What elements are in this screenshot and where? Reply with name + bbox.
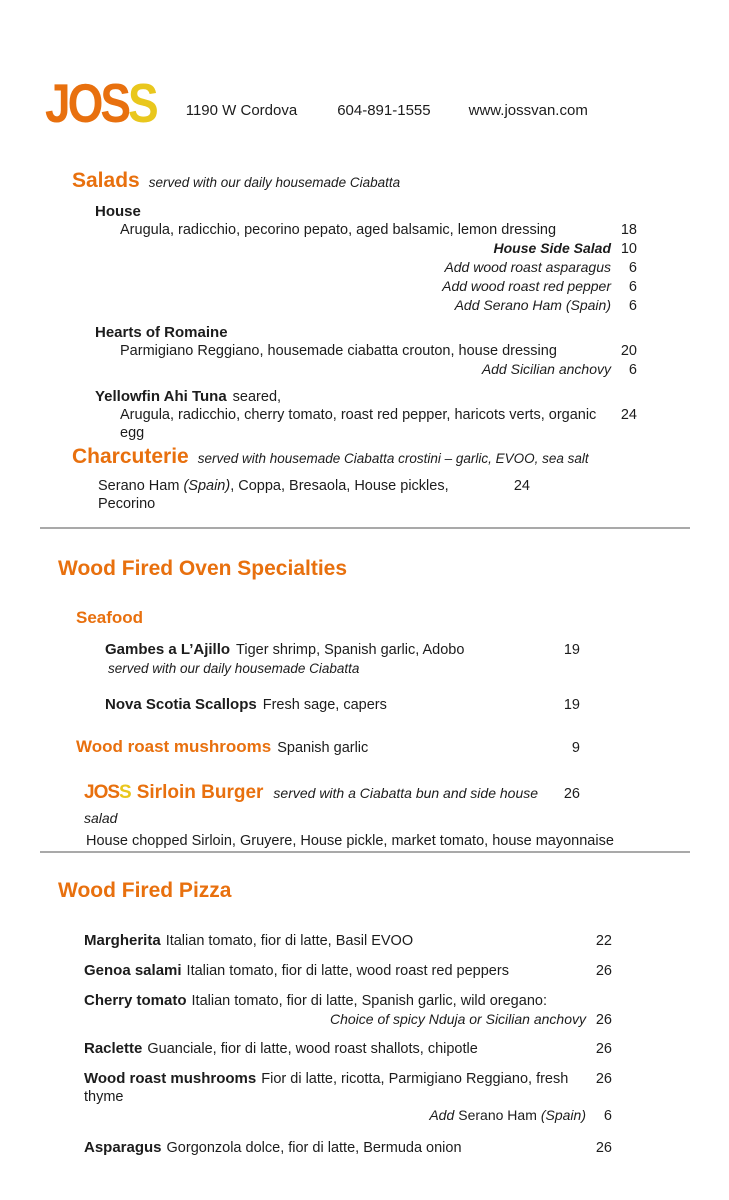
item-scallops-text [105, 695, 387, 714]
item-genoa-name: Genoa salami [84, 962, 182, 979]
item-burger-desc: House chopped Sirloin, Gruyere, House pickle, market tomato, house mayonnaise [86, 833, 614, 849]
item-oven-mushrooms-row [0, 736, 729, 759]
divider-bottom [40, 851, 690, 853]
house-side-salad-label: House Side Salad [493, 240, 611, 256]
logo-letter-yellow: S [128, 72, 156, 134]
charcuterie-item-name: Serano Ham [98, 478, 180, 494]
burger-brand-yellow: S [119, 782, 131, 803]
pizza-addon-serano-row [0, 1106, 729, 1125]
addon-serano-ham-label: Add Serano Ham (Spain) [454, 297, 611, 313]
item-house-price: 18 [620, 222, 637, 238]
addon-red-pepper-price: 6 [628, 279, 637, 295]
item-margherita-row [0, 931, 729, 950]
item-cherry-choice: Choice of spicy Nduja or Sicilian anchovy [329, 1011, 586, 1027]
item-cherry-desc: Italian tomato, fior di latte, Spanish garlic, wild oregano: [191, 993, 547, 1009]
addon-asparagus-price: 6 [628, 260, 637, 276]
pizza-addon-price: 6 [603, 1108, 612, 1124]
item-pizza-mushrooms-price: 26 [595, 1071, 612, 1087]
item-burger-row [0, 781, 729, 831]
charcuterie-item-origin: (Spain) [183, 478, 231, 494]
item-romaine-name: Hearts of Romaine [95, 324, 228, 341]
item-genoa-price: 26 [595, 963, 612, 979]
item-oven-mushrooms-text [76, 736, 368, 759]
section-pizza [0, 878, 729, 1157]
item-cherry-choice-row [0, 1010, 729, 1029]
item-gambes-text [105, 640, 464, 659]
pizza-title: Wood Fired Pizza [58, 879, 232, 902]
item-tuna-name-row [0, 387, 729, 406]
burger-brand [84, 782, 131, 803]
item-romaine-price: 20 [620, 343, 637, 359]
section-charcuterie [0, 444, 729, 513]
pizza-title-row [0, 878, 729, 904]
house-side-salad-row [0, 239, 729, 258]
item-oven-mushrooms-desc: Spanish garlic [277, 740, 369, 756]
addon-serano-ham-price: 6 [628, 298, 637, 314]
item-oven-mushrooms-price: 9 [571, 740, 580, 756]
item-raclette-price: 26 [595, 1041, 612, 1057]
item-gambes-desc: Tiger shrimp, Spanish garlic, Adobo [236, 642, 465, 658]
pizza-addon-label: Serano Ham [458, 1107, 537, 1123]
item-margherita-text [84, 931, 413, 950]
item-raclette-desc: Guanciale, fior di latte, wood roast shallots, chipotle [147, 1041, 478, 1057]
item-raclette-text [84, 1039, 478, 1058]
item-oven-mushrooms-name: Wood roast mushrooms [76, 737, 272, 756]
item-gambes-price: 19 [563, 642, 580, 658]
item-asparagus-row [0, 1138, 729, 1157]
item-scallops-price: 19 [563, 697, 580, 713]
item-romaine-desc: Parmigiano Reggiano, housemade ciabatta crouton, house dressing [120, 343, 557, 359]
item-raclette-name: Raclette [84, 1040, 143, 1057]
item-cherry-name: Cherry tomato [84, 992, 187, 1009]
restaurant-logo [45, 71, 156, 135]
pizza-addon-serano-text [429, 1106, 586, 1124]
item-tuna-name: Yellowfin Ahi Tuna [95, 388, 227, 405]
item-house-desc-row [0, 221, 729, 239]
website-text: www.jossvan.com [468, 101, 588, 119]
addon-serano-ham-row [0, 296, 729, 315]
addon-red-pepper-label: Add wood roast red pepper [442, 278, 611, 294]
item-scallops-name: Nova Scotia Scallops [105, 696, 257, 713]
salads-title: Salads [72, 169, 140, 192]
item-asparagus-name: Asparagus [84, 1139, 162, 1156]
pizza-addon-add-word: Add [429, 1107, 455, 1123]
addon-anchovy-price: 6 [628, 362, 637, 378]
pizza-addon-origin: (Spain) [540, 1107, 586, 1123]
item-genoa-text [84, 961, 509, 980]
item-gambes-note: served with our daily housemade Ciabatta [108, 661, 360, 676]
item-margherita-price: 22 [595, 933, 612, 949]
section-oven-specialties [0, 556, 729, 850]
item-raclette-row [0, 1039, 729, 1058]
house-side-salad-price: 10 [620, 241, 637, 257]
oven-title: Wood Fired Oven Specialties [58, 557, 348, 580]
item-asparagus-desc: Gorgonzola dolce, fior di latte, Bermuda onion [166, 1140, 462, 1156]
addon-asparagus-label: Add wood roast asparagus [444, 259, 611, 275]
item-pizza-mushrooms-row [0, 1069, 729, 1106]
charcuterie-price: 24 [513, 478, 530, 494]
item-genoa-desc: Italian tomato, fior di latte, wood roast red peppers [186, 963, 509, 979]
item-margherita-name: Margherita [84, 932, 161, 949]
charcuterie-item-row [0, 477, 729, 513]
item-asparagus-price: 26 [595, 1140, 612, 1156]
item-pizza-mushrooms-desc: Fior di latte, ricotta, Parmigiano Reggiano, fresh thyme [84, 1071, 569, 1105]
item-tuna-suffix: seared, [232, 389, 282, 405]
item-cherry-price: 26 [595, 1012, 612, 1028]
salads-title-row [0, 168, 729, 194]
item-pizza-mushrooms-text [84, 1069, 586, 1106]
item-cherry-text [84, 991, 547, 1010]
item-burger-note: served with a Ciabatta bun and side house salad [84, 785, 539, 826]
divider-top [40, 527, 690, 529]
item-burger-title [84, 781, 554, 831]
phone-text: 604-891-1555 [337, 101, 431, 119]
oven-title-row [0, 556, 729, 582]
item-house-name: House [95, 203, 141, 220]
item-scallops-row [0, 695, 729, 714]
addon-red-pepper-row [0, 277, 729, 296]
item-burger-price: 26 [563, 786, 580, 802]
item-scallops-desc: Fresh sage, capers [262, 697, 387, 713]
item-house-desc: Arugula, radicchio, pecorino pepato, aged balsamic, lemon dressing [120, 222, 557, 238]
item-gambes-row [0, 640, 729, 659]
logo-letters-orange: JOS [45, 72, 129, 134]
item-asparagus-text [84, 1138, 462, 1157]
item-romaine-desc-row [0, 342, 729, 360]
charcuterie-title-row [0, 444, 729, 470]
item-pizza-mushrooms-name: Wood roast mushrooms [84, 1070, 257, 1087]
item-tuna-desc: Arugula, radicchio, cherry tomato, roast red pepper, haricots verts, organic egg [120, 407, 597, 441]
charcuterie-subtitle: served with housemade Ciabatta crostini – garlic, EVOO, sea salt [197, 451, 589, 466]
item-cherry-row [0, 991, 729, 1010]
item-genoa-row [0, 961, 729, 980]
burger-brand-orange: JOS [84, 782, 120, 803]
charcuterie-item-text [98, 477, 504, 513]
charcuterie-title: Charcuterie [72, 445, 189, 468]
item-margherita-desc: Italian tomato, fior di latte, Basil EVOO [165, 933, 414, 949]
header [45, 72, 588, 134]
address-text: 1190 W Cordova [185, 101, 298, 119]
charcuterie-item-rest: , Coppa, Bresaola, House pickles, Pecorino [98, 478, 449, 512]
item-tuna-desc-row [0, 406, 729, 442]
addon-anchovy-label: Add Sicilian anchovy [481, 361, 611, 377]
addon-anchovy-row [0, 360, 729, 379]
seafood-subsection-title: Seafood [76, 608, 144, 627]
item-burger-name: Sirloin Burger [136, 782, 264, 803]
item-tuna-price: 24 [620, 407, 637, 423]
addon-asparagus-row [0, 258, 729, 277]
item-gambes-name: Gambes a L’Ajillo [105, 641, 231, 658]
section-salads [0, 168, 729, 442]
salads-subtitle: served with our daily housemade Ciabatta [148, 175, 401, 190]
contact-info [186, 102, 588, 119]
